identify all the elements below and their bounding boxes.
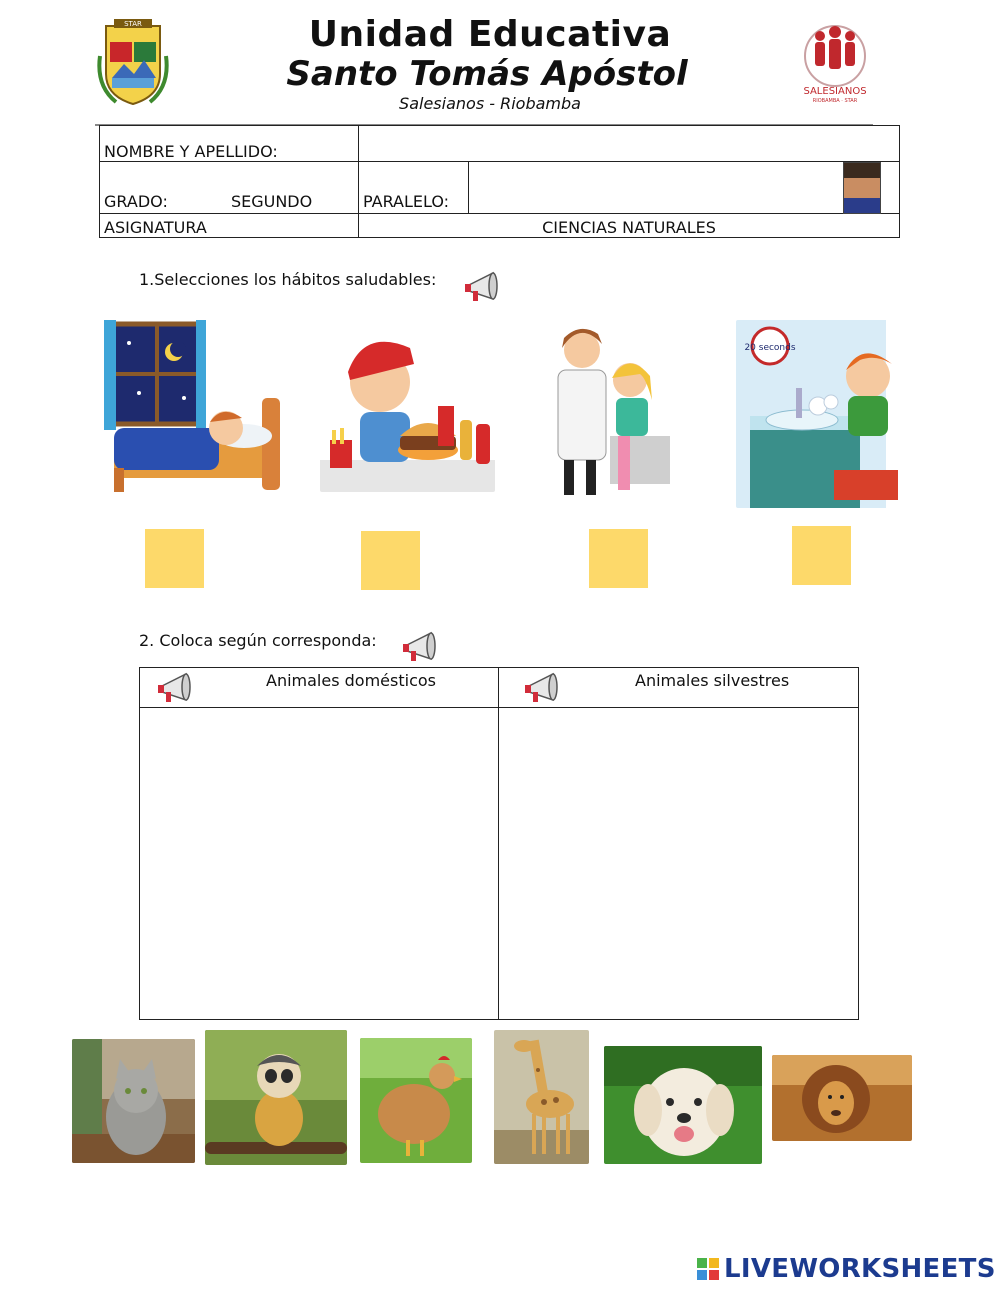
domestic-animals-column[interactable]: [140, 668, 499, 1019]
hen-image[interactable]: [360, 1038, 472, 1163]
liveworksheets-brand: LIVEWORKSHEETS: [724, 1254, 996, 1284]
liveworksheets-logo-icon: [697, 1258, 719, 1282]
student-info-table: [99, 125, 900, 238]
school-name-line2: Santo Tomás Apóstol: [286, 54, 688, 94]
fast-food-child-image: [320, 320, 495, 492]
handwash-timer-text: 20 seconds: [744, 343, 796, 353]
wild-animals-label: Animales silvestres: [635, 671, 790, 690]
salesianos-logo-subtext: RIOBAMBA · STAR: [812, 98, 858, 104]
domestic-animals-header: [140, 668, 498, 708]
school-name-line3: Salesianos - Riobamba: [399, 94, 581, 113]
audio-megaphone-icon[interactable]: [156, 670, 196, 706]
lion-image[interactable]: [772, 1055, 912, 1141]
audio-megaphone-icon[interactable]: [463, 269, 503, 305]
question2-text: 2. Coloca según corresponda:: [139, 631, 377, 650]
puppy-image[interactable]: [604, 1046, 762, 1164]
school-name-line1: Unidad Educativa: [308, 14, 672, 55]
handwashing-child-image: [736, 320, 912, 508]
subject-value: CIENCIAS NATURALES: [359, 214, 900, 238]
parallel-field[interactable]: [469, 162, 900, 214]
crest-text: STAR: [124, 20, 142, 28]
doctor-visit-image: [540, 320, 680, 502]
squirrel-monkey-image[interactable]: [205, 1030, 347, 1165]
teacher-photo: [843, 162, 881, 214]
grade-label: GRADO:: [104, 192, 168, 211]
giraffe-image[interactable]: [494, 1030, 589, 1164]
subject-label: ASIGNATURA: [100, 214, 359, 238]
question1-text: 1.Selecciones los hábitos saludables:: [139, 270, 437, 289]
name-label: NOMBRE Y APELLIDO:: [100, 126, 359, 162]
grade-value: SEGUNDO: [230, 192, 313, 211]
wild-animals-column[interactable]: [499, 668, 858, 1019]
sleeping-child-image: [104, 318, 284, 498]
salesianos-logo-text: SALESIANOS: [803, 86, 867, 97]
name-field[interactable]: [359, 126, 900, 162]
answer-box-4[interactable]: [792, 526, 851, 585]
animals-sorting-table: [139, 667, 859, 1020]
answer-box-2[interactable]: [361, 531, 420, 590]
school-crest-logo: [96, 16, 170, 108]
audio-megaphone-icon[interactable]: [523, 670, 563, 706]
cat-image[interactable]: [72, 1039, 195, 1163]
salesianos-logo: [798, 22, 872, 104]
grade-cell: [100, 162, 359, 214]
answer-box-3[interactable]: [589, 529, 648, 588]
answer-box-1[interactable]: [145, 529, 204, 588]
audio-megaphone-icon[interactable]: [401, 629, 441, 665]
wild-animals-header: [499, 668, 858, 708]
parallel-label: PARALELO:: [359, 162, 469, 214]
domestic-animals-label: Animales domésticos: [266, 671, 436, 690]
